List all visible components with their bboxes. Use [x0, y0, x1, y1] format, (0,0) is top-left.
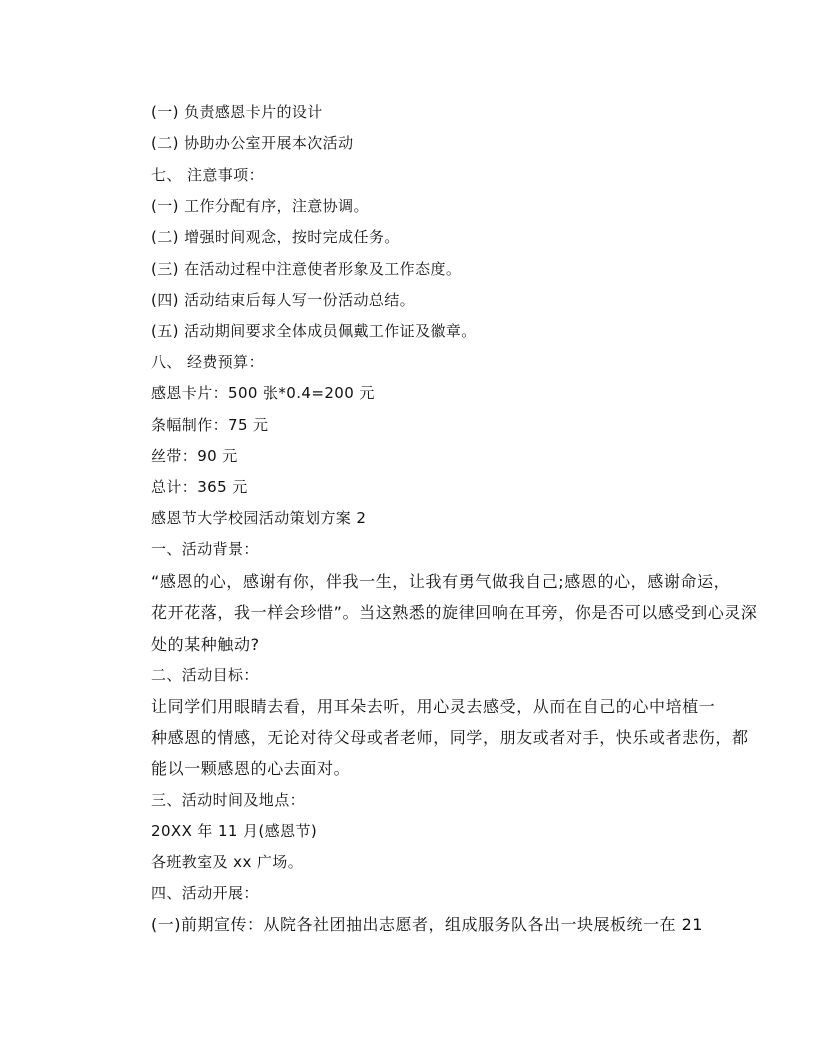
text-line: (二) 增强时间观念，按时完成任务。 — [151, 228, 400, 246]
budget-total: 总计：365 元 — [151, 478, 248, 496]
section-heading: 八、 经费预算： — [151, 353, 264, 371]
document-title: 感恩节大学校园活动策划方案 2 — [151, 509, 367, 527]
text-line: (一) 负责感恩卡片的设计 — [151, 103, 323, 121]
paragraph-line: (一)前期宣传：从院各社团抽出志愿者，组成服务队各出一块展板统一在 21 — [151, 915, 703, 934]
paragraph-line: 花开花落，我一样会珍惜”。当这熟悉的旋律回响在耳旁，你是否可以感受到心灵深 — [151, 603, 758, 622]
section-heading: 四、活动开展： — [151, 884, 259, 902]
section-heading: 一、活动背景： — [151, 540, 259, 558]
section-heading: 三、活动时间及地点： — [151, 791, 306, 809]
budget-line: 感恩卡片：500 张*0.4=200 元 — [151, 384, 375, 402]
budget-line: 条幅制作：75 元 — [151, 416, 269, 434]
paragraph-line: 让同学们用眼睛去看，用耳朵去听，用心灵去感受，从而在自己的心中培植一 — [151, 697, 716, 716]
text-line: (五) 活动期间要求全体成员佩戴工作证及徽章。 — [151, 322, 477, 340]
text-line: 20XX 年 11 月(感恩节) — [151, 822, 318, 840]
text-line: (四) 活动结束后每人写一份活动总结。 — [151, 291, 416, 309]
text-line: (二) 协助办公室开展本次活动 — [151, 134, 354, 152]
section-heading: 二、活动目标： — [151, 666, 259, 684]
text-line: (三) 在活动过程中注意使者形象及工作态度。 — [151, 260, 462, 278]
budget-line: 丝带：90 元 — [151, 447, 238, 465]
paragraph-line: “感恩的心，感谢有你，伴我一生，让我有勇气做我自己;感恩的心，感谢命运， — [151, 572, 731, 591]
paragraph-line: 种感恩的情感，无论对待父母或者老师，同学，朋友或者对手，快乐或者悲伤，都 — [151, 728, 749, 747]
paragraph-line: 能以一颗感恩的心去面对。 — [151, 759, 351, 778]
text-line: 各班教室及 xx 广场。 — [151, 853, 304, 871]
paragraph-line: 处的某种触动? — [151, 635, 260, 654]
text-line: (一) 工作分配有序，注意协调。 — [151, 197, 369, 215]
section-heading: 七、 注意事项： — [151, 166, 264, 184]
